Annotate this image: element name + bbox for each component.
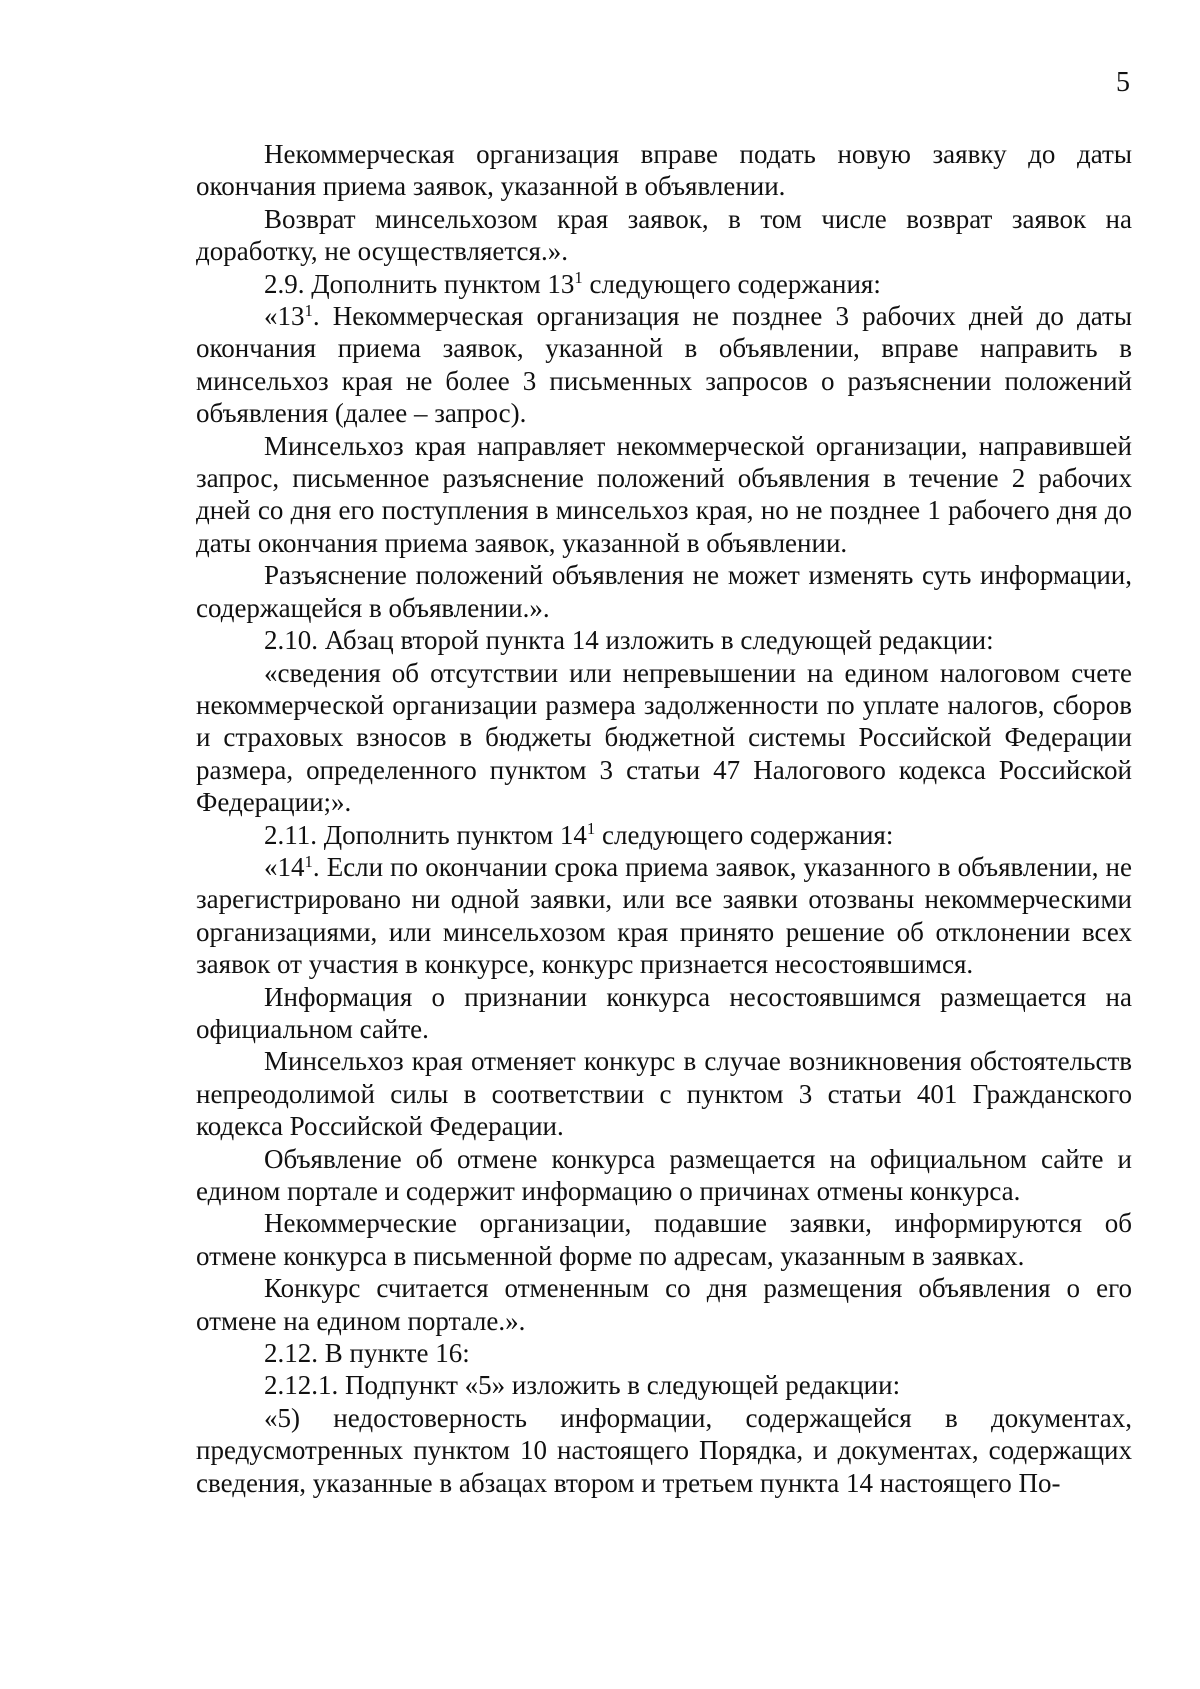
paragraph: 2.11. Дополнить пунктом $14^1$ следующего содержания: [264, 819, 894, 850]
paragraph: Некоммерческая организация вправе подать новую заявку до даты окончания приема заявок, указанной в объявлении. [196, 139, 1132, 202]
paragraph: 2.12.1. Подпункт «5» изложить в следующей редакции: [264, 1370, 901, 1401]
paragraph: 2.9. Дополнить пунктом $13^1$ следующего содержания: [264, 268, 881, 299]
paragraph: Разъяснение положений объявления не может изменять суть информации, содержащейся в объявлении.». [196, 560, 1132, 623]
paragraph: Минсельхоз края отменяет конкурс в случае возникновения обстоятельств непреодолимой силы в соответствии с пунктом 3 статьи 401 Гражданского кодекса Российской Федерации. [196, 1046, 1132, 1142]
paragraph: Минсельхоз края направляет некоммерческой организации, направившей запрос, письменное разъяснение положений объявления в течение 2 рабочих дней со дня его поступления в минсельхоз края, но не позднее 1 рабочего дня до даты окончания приема заявок, указанной в объявлении. [196, 430, 1132, 558]
paragraph: «$13^1$. Некоммерческая организация не позднее 3 рабочих дней до даты окончания приема заявок, указанной в объявлении, вправе направить в минсельхоз края не более 3 письменных запросов о разъяснении положений объявления (далее – запрос). [196, 300, 1132, 429]
paragraph: Информация о признании конкурса несостоявшимся размещается на официальном сайте. [196, 981, 1132, 1044]
paragraph: Объявление об отмене конкурса размещается на официальном сайте и едином портале и содержит информацию о причинах отмены конкурса. [196, 1143, 1132, 1206]
document-body [196, 138, 1132, 1499]
page-number: 5 [1116, 67, 1130, 98]
paragraph: «$14^1$. Если по окончании срока приема заявок, указанного в объявлении, не зарегистрировано ни одной заявки, или все заявки отозваны некоммерческими организациями, или минсельхозом края принято решение об отклонении всех заявок от участия в конкурсе, конкурс признается несостоявшимся. [196, 851, 1132, 980]
paragraph: 2.12. В пункте 16: [264, 1338, 470, 1369]
paragraph: 2.10. Абзац второй пункта 14 изложить в следующей редакции: [264, 625, 994, 656]
paragraph: Некоммерческие организации, подавшие заявки, информируются об отмене конкурса в письменной форме по адресам, указанным в заявках. [196, 1208, 1132, 1271]
paragraph: Возврат минсельхозом края заявок, в том числе возврат заявок на доработку, не осуществляется.». [196, 203, 1132, 267]
paragraph: «5) недостоверность информации, содержащейся в документах, предусмотренных пунктом 10 настоящего Порядка, и документах, содержащих сведения, указанные в абзацах втором и третьем пункта 14 настоящего По- [196, 1402, 1132, 1498]
paragraph: Конкурс считается отмененным со дня размещения объявления о его отмене на едином портале.». [196, 1273, 1132, 1336]
paragraph: «сведения об отсутствии или непревышении на едином налоговом счете некоммерческой организации размера задолженности по уплате налогов, сборов и страховых взносов в бюджеты бюджетной системы Российской Федерации размера, определенного пунктом 3 статьи 47 Налогового кодекса Российской Федерации;». [196, 657, 1132, 818]
